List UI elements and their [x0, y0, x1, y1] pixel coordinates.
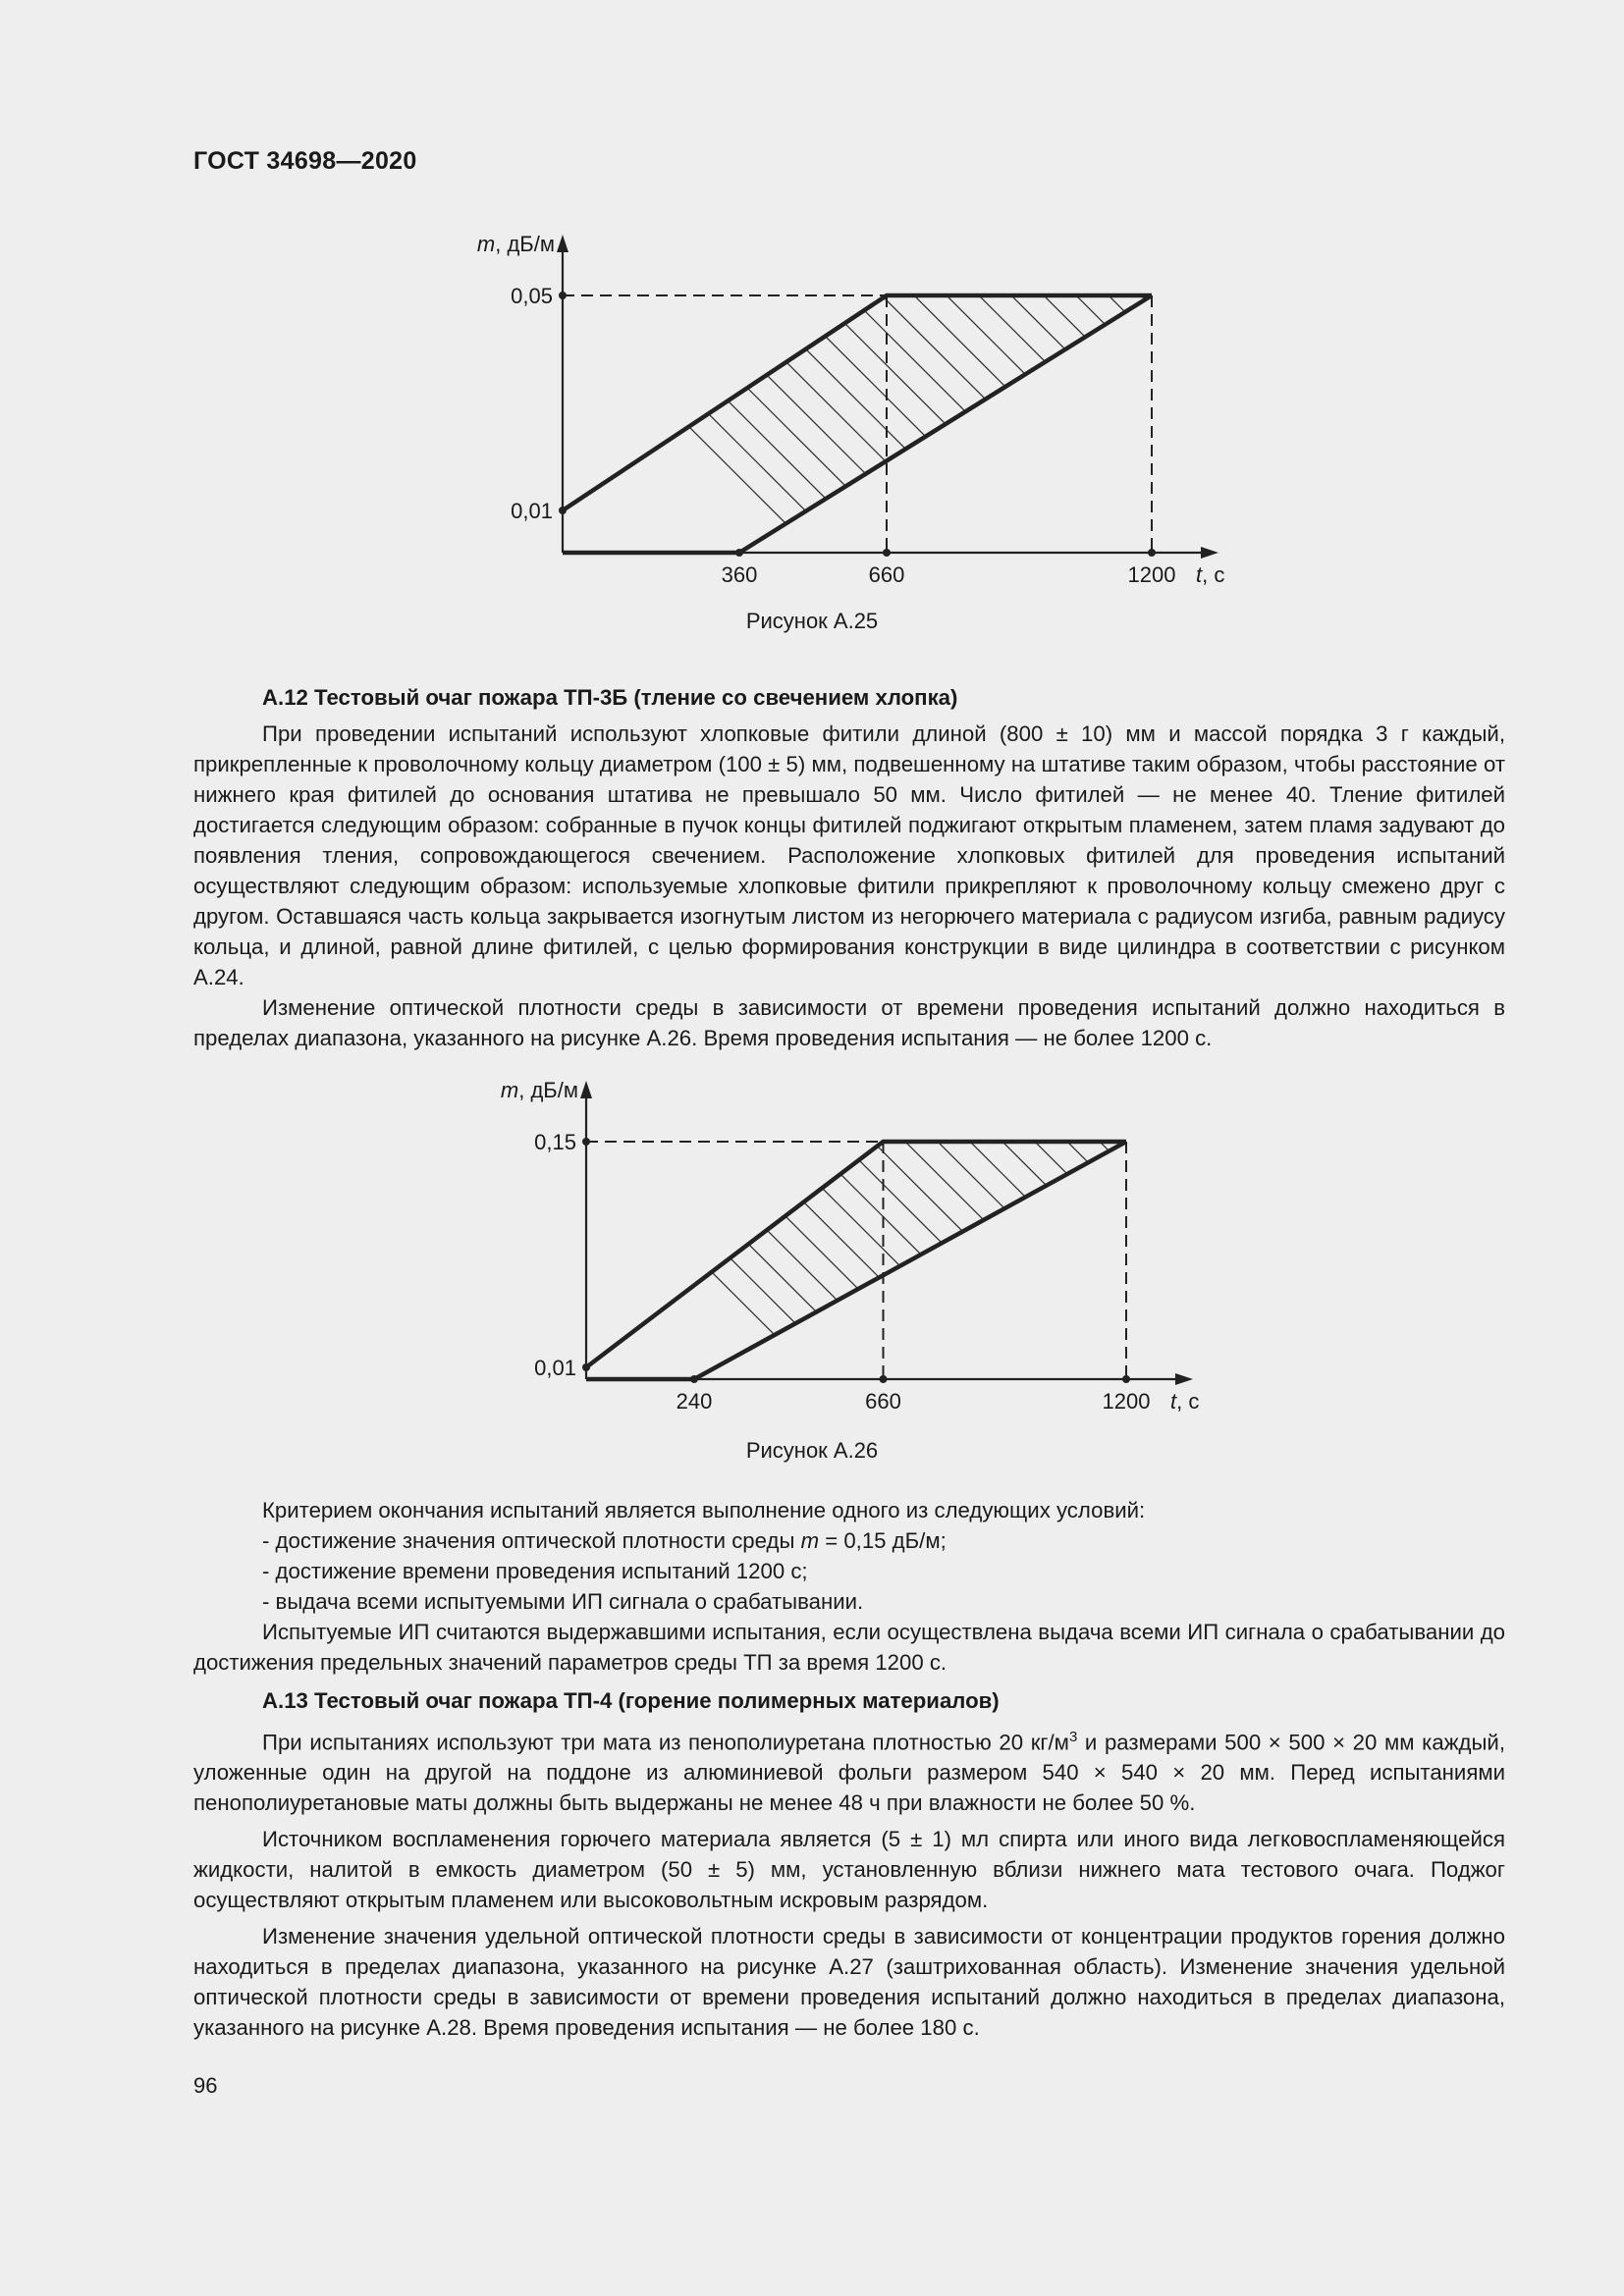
document-header: ГОСТ 34698—2020: [193, 147, 417, 175]
y-tick-label: 0,01: [511, 499, 553, 523]
hatch-line: [998, 1137, 1245, 1384]
hatch-line: [965, 1137, 1213, 1384]
data-point: [559, 507, 567, 514]
data-point: [559, 292, 567, 299]
data-point: [1122, 1375, 1130, 1383]
criteria-conclusion: Испытуемые ИП считаются выдержавшими испытания, если осуществлена выдача всеми ИП сигнала о срабатывании до достижения предельных значений параметров среды ТП за время 1200 с.: [193, 1620, 1505, 1675]
hatch-line: [1168, 291, 1435, 558]
hatch-line: [1136, 291, 1403, 558]
hatch-line: [1257, 1137, 1504, 1384]
hatch-line: [1419, 1137, 1624, 1384]
criteria-item-3: - выдача всеми испытуемыми ИП сигнала о срабатывании.: [262, 1589, 864, 1614]
hatch-line: [1451, 1137, 1624, 1384]
y-axis-arrow: [580, 1081, 592, 1098]
hatch-line: [1354, 1137, 1601, 1384]
hatch-line: [1039, 291, 1306, 558]
series-lower-boundary: [563, 295, 1152, 553]
hatch-line: [641, 1137, 889, 1384]
hatch-line: [609, 1137, 856, 1384]
x-tick-label: 240: [676, 1389, 713, 1414]
hatch-line: [1363, 291, 1624, 558]
hatch-lines: [576, 1137, 1624, 1384]
hatch-line: [618, 291, 885, 558]
hatch-line: [1104, 291, 1371, 558]
hatch-line: [738, 1137, 986, 1384]
hatch-lines: [553, 291, 1624, 558]
hatch-line: [933, 1137, 1180, 1384]
hatch-line: [771, 1137, 1018, 1384]
x-tick-label: 660: [865, 1389, 901, 1414]
hatch-line: [1192, 1137, 1439, 1384]
section-a12-heading: А.12 Тестовый очаг пожара ТП-3Б (тление со свечением хлопка): [262, 685, 958, 710]
hatch-line: [877, 291, 1144, 558]
hatch-line: [682, 291, 949, 558]
x-tick-label: 1200: [1127, 562, 1176, 587]
x-axis-arrow: [1175, 1373, 1193, 1385]
page-number: 96: [193, 2073, 218, 2098]
hatch-line: [1492, 291, 1624, 558]
criteria-item-1: - достижение значения оптической плотности среды m = 0,15 дБ/м;: [262, 1528, 947, 1553]
data-point: [582, 1363, 590, 1371]
section-a13-paragraph-3: Изменение значения удельной оптической плотности среды в зависимости от концентрации продуктов горения должно находиться в пределах диапазона, указанного на рисунке А.27 (заштрихованная область). Изменение значения удельной оптической плотности среды в зависимости от времени проведения испытаний должно находиться в пределах диапазона, указанного на рисунке А.28. Время проведения испытания — не более 180 с.: [193, 1924, 1505, 2041]
data-point: [1148, 549, 1156, 557]
y-tick-label: 0,01: [534, 1356, 576, 1380]
data-point: [690, 1375, 698, 1383]
figure-a26: [0, 1070, 1624, 1423]
hatch-line: [974, 291, 1241, 558]
section-a13-paragraph-1: При испытаниях используют три мата из пенополиуретана плотностью 20 $кг/м^3$ и размерами 500 × 500 × 20 мм каждый, уложенные один на другой на поддоне из алюминиевой фольги размером 540 × 540 × 20 мм. Перед испытаниями пенополиуретановые маты должны быть выдержаны не менее 48 ч при влажности не более 50 %.: [193, 1729, 1505, 1816]
hatch-line: [1201, 291, 1468, 558]
hatch-line: [1224, 1137, 1472, 1384]
x-tick-label: 360: [721, 562, 758, 587]
hatch-line: [836, 1137, 1083, 1384]
data-point: [883, 549, 891, 557]
y-tick-label: 0,15: [534, 1130, 576, 1154]
figure-a25-caption: Рисунок А.25: [745, 609, 879, 633]
figure-a25: [0, 216, 1624, 589]
chart-a26: [0, 1070, 1624, 1423]
hatch-line: [900, 1137, 1148, 1384]
hatch-line: [585, 291, 852, 558]
hatch-line: [1395, 291, 1624, 558]
hatch-line: [1386, 1137, 1624, 1384]
y-axis-arrow: [557, 235, 568, 252]
hatch-line: [868, 1137, 1115, 1384]
x-tick-label: 660: [868, 562, 905, 587]
criteria-item-2: - достижение времени проведения испытаний 1200 с;: [262, 1559, 808, 1583]
hatch-line: [1006, 291, 1273, 558]
hatch-line: [1233, 291, 1500, 558]
hatch-line: [942, 291, 1209, 558]
section-a12-paragraph-1: При проведении испытаний используют хлопковые фитили длиной (800 ± 10) мм и массой порядка 3 г каждый, прикрепленные к проволочному кольцу диаметром (100 ± 5) мм, подвешенному на штативе таким образом, чтобы расстояние от нижнего края фитилей до основания штатива не превышало 50 мм. Число фитилей — не менее 40. Тление фитилей достигается следующим образом: собранные в пучок концы фитилей поджигают открытым пламенем, затем пламя задувают до появления тления, сопровождающегося свечением. Расположение хлопковых фитилей для проведения испытаний осуществляют следующим образом: используемые хлопковые фитили прикрепляют к проволочному кольцу смежено друг с другом. Оставшаяся часть кольца закрывается изогнутым листом из негорючего материала с радиусом изгиба, равным радиусу кольца, и длиной, равной длине фитилей, с целью формирования конструкции в виде цилиндра в соответствии с рисунком А.24.: [193, 721, 1505, 989]
hatch-line: [553, 291, 820, 558]
series-lower-boundary: [586, 1142, 1126, 1379]
section-a12: [193, 682, 1505, 1053]
hatch-line: [1298, 291, 1565, 558]
y-axis-label: m, дБ/м: [500, 1078, 578, 1102]
hatch-line: [1289, 1137, 1537, 1384]
section-a13-paragraph-2: Источником воспламенения горючего материала является (5 ± 1) мл спирта или иного вида легковоспламеняющейся жидкости, налитой в емкость диаметром (50 ± 5) мм, установленную вблизи нижнего мата тестового очага. Поджог осуществляют открытым пламенем или высоковольтным искровым разрядом.: [193, 1827, 1505, 1913]
hatch-line: [747, 291, 1014, 558]
x-axis-label: t, с: [1170, 1389, 1200, 1414]
data-point: [880, 1375, 888, 1383]
x-tick-label: 1200: [1102, 1389, 1151, 1414]
criteria-intro: Критерием окончания испытаний является выполнение одного из следующих условий:: [262, 1498, 1146, 1522]
hatch-line: [1428, 291, 1624, 558]
chart-a25: [0, 216, 1624, 589]
data-point: [735, 549, 743, 557]
hatch-line: [1071, 291, 1338, 558]
hatch-line: [844, 291, 1111, 558]
hatch-line: [1160, 1137, 1407, 1384]
section-a12-paragraph-2: Изменение оптической плотности среды в зависимости от времени проведения испытаний должно находиться в пределах диапазона, указанного на рисунке А.26. Время проведения испытания — не более 1200 с.: [193, 995, 1505, 1050]
criteria-and-a13: [193, 1495, 1505, 2043]
hatch-line: [1266, 291, 1533, 558]
x-axis-label: t, с: [1196, 562, 1225, 587]
x-axis-arrow: [1201, 547, 1218, 559]
hatch-line: [1322, 1137, 1569, 1384]
figure-a26-caption: Рисунок А.26: [745, 1438, 879, 1463]
y-axis-label: m, дБ/м: [476, 232, 555, 256]
hatch-line: [1127, 1137, 1375, 1384]
hatch-line: [1330, 291, 1597, 558]
hatch-line: [1460, 291, 1624, 558]
y-tick-label: 0,05: [511, 284, 553, 308]
hatch-line: [1095, 1137, 1342, 1384]
hatch-line: [1516, 1137, 1624, 1384]
hatch-line: [1062, 1137, 1310, 1384]
hatch-line: [780, 291, 1047, 558]
section-a13-heading: А.13 Тестовый очаг пожара ТП-4 (горение полимерных материалов): [262, 1688, 1000, 1713]
hatch-line: [1484, 1137, 1624, 1384]
data-point: [582, 1138, 590, 1146]
hatch-line: [706, 1137, 953, 1384]
